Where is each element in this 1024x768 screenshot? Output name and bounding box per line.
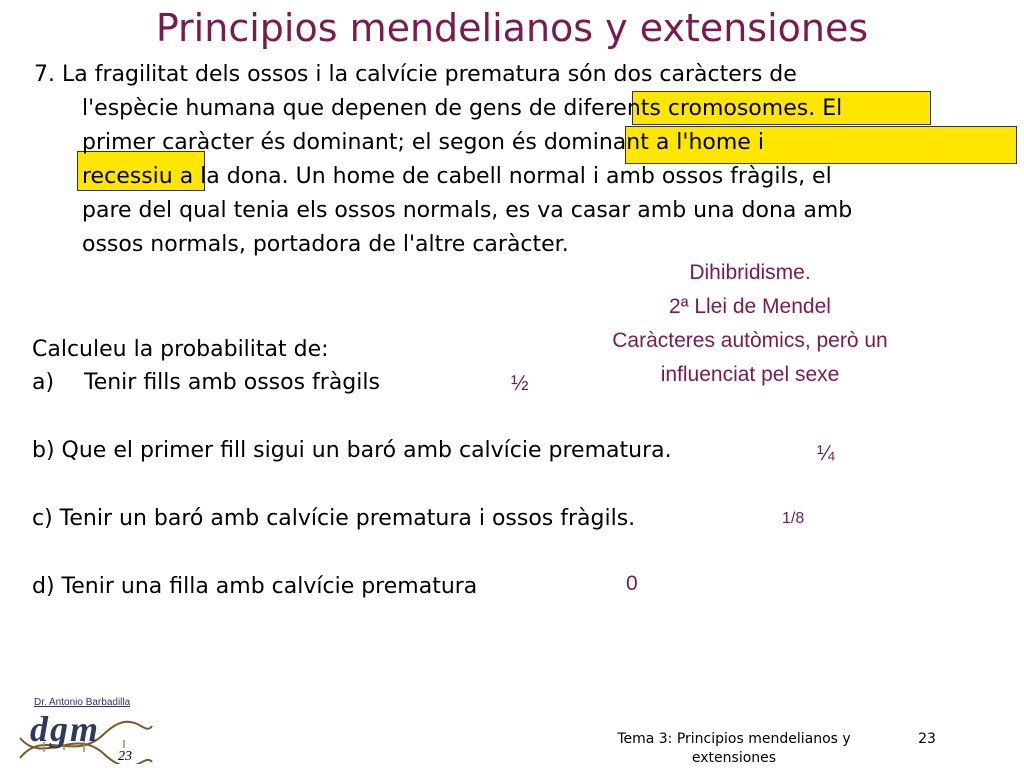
question-b-text: b) Que el primer fill sigui un baró amb calvície prematura.	[32, 438, 672, 463]
question-c-text: c) Tenir un baró amb calvície prematura i ossos fràgils.	[32, 506, 636, 531]
logo-number: 23	[118, 749, 132, 764]
problem-line-6: ossos normals, portadora de l'altre caràcter.	[82, 232, 569, 257]
slide-title: Principios mendelianos y extensiones	[155, 6, 869, 50]
problem-line-5: pare del qual tenia els ossos normals, es va casar amb una dona amb	[82, 198, 853, 223]
note-line: 2ª Llei de Mendel	[669, 295, 831, 318]
questions-intro: Calculeu la probabilitat de:	[32, 337, 329, 362]
question-a-marker: a)	[32, 370, 55, 395]
highlighted-text: dominant a l'home i	[543, 130, 764, 155]
author-link[interactable]: Dr. Antonio Barbadilla	[34, 697, 131, 708]
problem-line-4: recessiu a la dona. Un home de cabell normal i amb ossos fràgils, el	[82, 164, 832, 189]
problem-line-1: 7. La fragilitat dels ossos i la calvície prematura són dos caràcters de	[34, 62, 797, 87]
question-a-text: Tenir fills amb ossos fràgils	[84, 370, 380, 395]
problem-line-2: l'espècie humana que depenen de gens de diferents cromosomes. El	[82, 96, 843, 121]
highlighted-text: diferents cromosomes	[563, 96, 809, 121]
note-line: Caràcteres autòmics, però un	[612, 329, 888, 352]
answer-c: 1/8	[782, 510, 805, 527]
note-line: influenciat pel sexe	[660, 363, 840, 386]
annotation-notes	[560, 256, 940, 392]
dgm-logo	[14, 708, 154, 764]
question-d-text: d) Tenir una filla amb calvície prematura	[32, 574, 478, 599]
answer-a: ½	[511, 372, 529, 395]
logo-text: dgm	[30, 709, 101, 749]
footer-page-number: 23	[918, 731, 936, 747]
problem-line-3: primer caràcter és dominant; el segon és dominant a l'home i	[82, 130, 764, 155]
answer-d: 0	[626, 572, 638, 595]
note-line: Dihibridisme.	[689, 261, 811, 284]
footer-topic: Tema 3: Principios mendelianos y extensiones	[617, 731, 851, 766]
answer-b: ¼	[817, 442, 835, 465]
highlighted-text: recessiu	[82, 164, 173, 189]
